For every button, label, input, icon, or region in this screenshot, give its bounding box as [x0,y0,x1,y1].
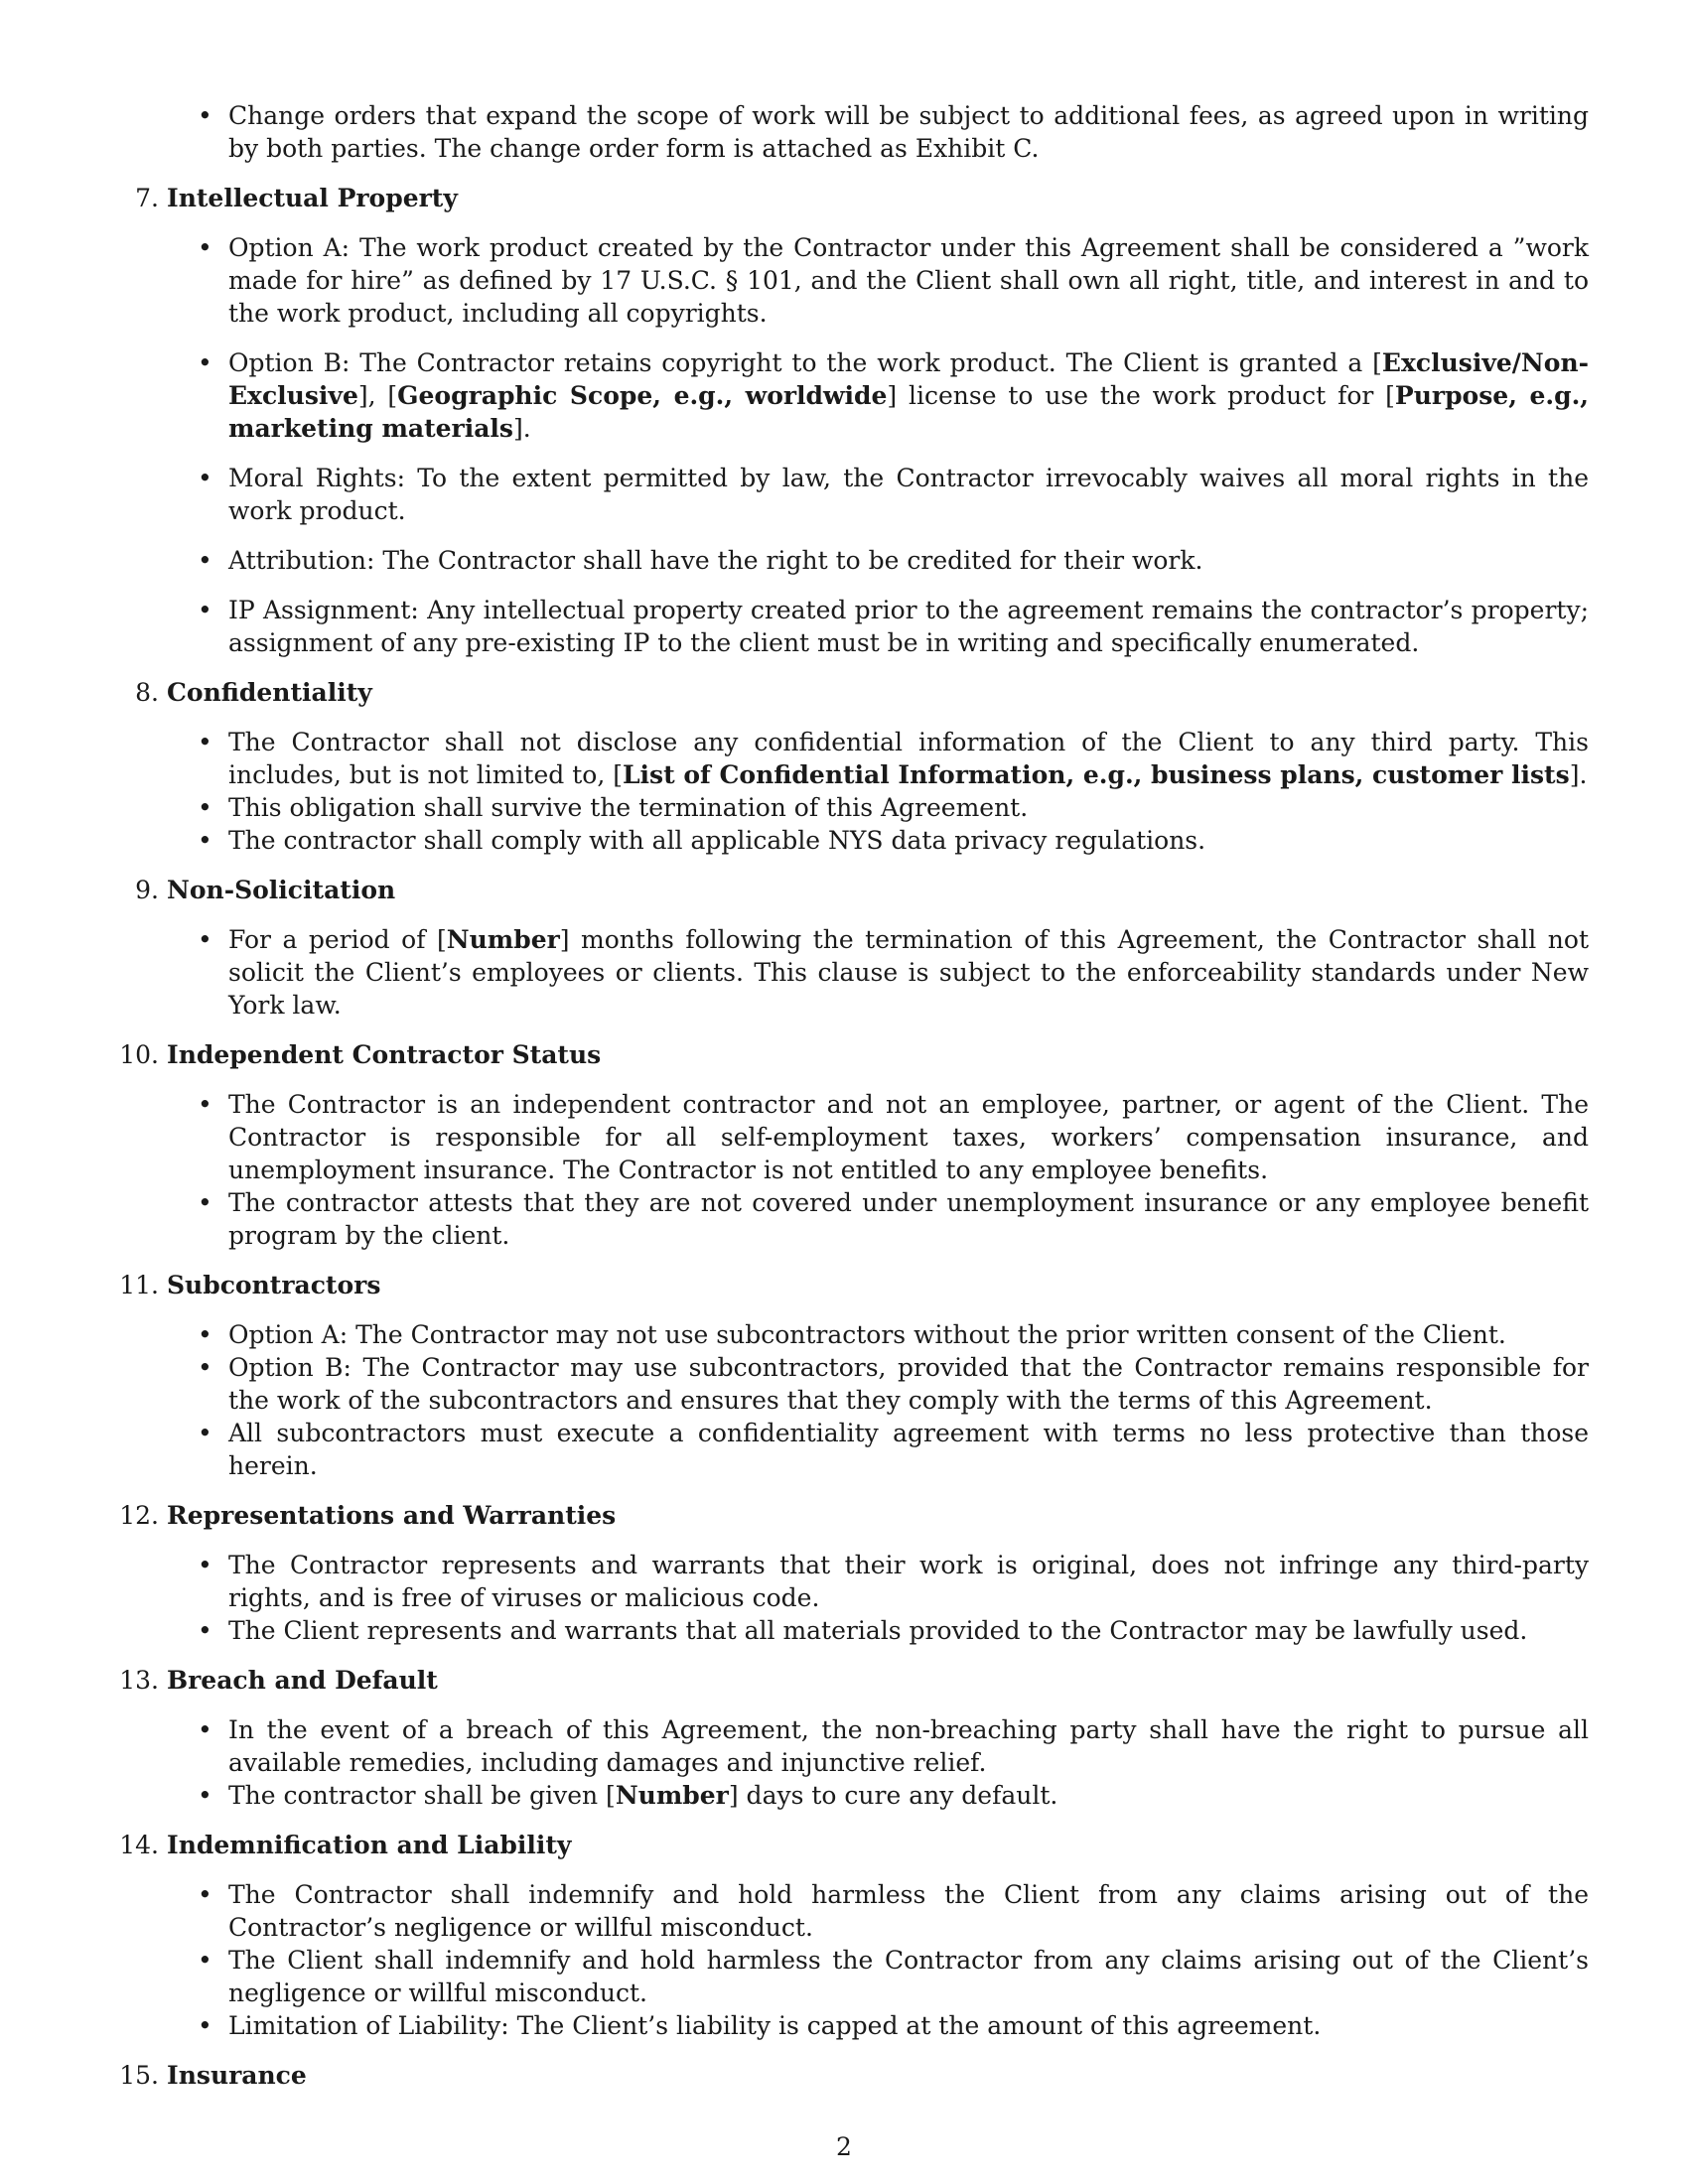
text-run: Option A: The work product created by the Contractor under this Agreement shall be considered a ”work made for hire” as defined by 17 U.S.C. § 101, and the Client shall own all right, title, and interest in and to the work product, including all copyrights. [228,233,1589,328]
text-run: ]. [513,414,531,443]
text-run: ] months following the termination of this Agreement, the Contractor shall not solicit the Client’s employees or clients. This clause is subject to the enforceability standards under New York law. [228,925,1589,1020]
text-run: Moral Rights: To the extent permitted by law, the Contractor irrevocably waives all moral rights in the work product. [228,464,1589,525]
section-number: 10. [119,1040,159,1069]
placeholder-field: Purpose, e.g., marketing materials [228,381,1590,443]
section-number: 15. [119,2061,159,2090]
section-heading [119,2059,1589,2092]
text-run: The Client shall indemnify and hold harmless the Contractor from any claims arising out of the Client’s negligence or willful misconduct. [228,1946,1589,2007]
text-run: ]. [1569,760,1588,789]
section-title: Confidentiality [167,678,372,707]
text-run: Attribution: The Contractor shall have the right to be credited for their work. [228,546,1203,575]
text-run: The Contractor represents and warrants that their work is original, does not infringe any third-party rights, and is free of viruses or malicious code. [228,1551,1589,1612]
text-run: The Contractor shall indemnify and hold harmless the Client from any claims arising out of the Contractor’s negligence or willful misconduct. [228,1880,1589,1942]
section-bullet-list [167,1318,1589,1482]
list-item [167,1351,1589,1417]
placeholder-field: Geographic Scope, e.g., worldwide [397,381,888,410]
sections-container [119,182,1590,2092]
section-title: Representations and Warranties [167,1501,617,1530]
section-bullet-list [167,726,1589,857]
text-run: ] days to cure any default. [728,1781,1058,1810]
list-item [167,1944,1589,2009]
text-run: Option B: The Contractor may use subcontractors, provided that the Contractor remains responsible for the work of the subcontractors and ensures that they comply with the terms of this Agreement. [228,1353,1589,1415]
list-item [167,1186,1589,1252]
list-item [167,726,1589,791]
section-title: Breach and Default [167,1666,438,1695]
section-heading [135,676,1589,709]
text-run: Option A: The Contractor may not use subcontractors without the prior written consent of the Client. [228,1320,1506,1349]
text-run: All subcontractors must execute a confidentiality agreement with terms no less protective than those herein. [228,1419,1589,1480]
text-run: Option B: The Contractor retains copyright to the work product. The Client is granted a [ [228,348,1382,377]
text-run: The contractor shall comply with all applicable NYS data privacy regulations. [228,826,1206,855]
section-non-solicitation [135,874,1589,1022]
section-number: 14. [119,1831,159,1859]
section-bullet-list [167,1088,1589,1252]
list-item [167,923,1589,1022]
list-item [167,1614,1589,1647]
text-run: The contractor attests that they are not covered under unemployment insurance or any employee benefit program by the client. [228,1188,1589,1250]
section-confidentiality [135,676,1589,857]
section-intellectual-property [135,182,1590,659]
list-item [167,544,1589,577]
list-item [167,1417,1589,1482]
section-subcontractors [119,1269,1589,1482]
section-title: Insurance [167,2061,307,2090]
list-item [167,462,1589,527]
section-insurance [119,2059,1589,2092]
list-item [167,1088,1589,1186]
list-item [167,1549,1589,1614]
section-heading [119,1269,1589,1301]
preface-list [167,99,1589,165]
section-heading [119,1038,1589,1071]
section-heading [119,1664,1589,1697]
text-run: IP Assignment: Any intellectual property created prior to the agreement remains the contractor’s property; assignment of any pre-existing IP to the client must be in writing and specifically enumerated. [228,596,1589,657]
section-title: Indemnification and Liability [167,1831,572,1859]
text-run: In the event of a breach of this Agreement, the non-breaching party shall have the right to pursue all available remedies, including damages and injunctive relief. [228,1715,1589,1777]
text-run: This obligation shall survive the termination of this Agreement. [228,793,1029,822]
section-number: 13. [119,1666,159,1695]
section-bullet-list [167,1713,1589,1812]
list-item [167,824,1589,857]
text-run: The Client represents and warrants that all materials provided to the Contractor may be lawfully used. [228,1616,1528,1645]
section-bullet-list [167,231,1589,659]
section-number: 8. [135,678,159,707]
list-item [167,791,1589,824]
text-run: The contractor shall be given [ [228,1781,616,1810]
list-item [167,2009,1589,2042]
page-number: 2 [836,2132,852,2161]
list-item: • Change orders that expand the scope of work will be subject to additional fees, as agreed upon in writing by both parties. The change order form is attached as Exhibit C. [167,99,1589,165]
section-heading [135,182,1589,214]
text-run: The Contractor shall not disclose any confidential information of the Client to any third party. This includes, but is not limited to, [ [228,728,1589,789]
list-item [167,231,1589,330]
section-bullet-list [167,1878,1589,2042]
text-run: For a period of [ [228,925,447,954]
section-number: 11. [119,1271,159,1299]
list-item [167,1779,1589,1812]
section-independent-contractor-status [119,1038,1589,1252]
section-bullet-list [167,923,1589,1022]
list-item [167,1878,1589,1944]
section-title: Subcontractors [167,1271,381,1299]
placeholder-field: List of Confidential Information, e.g., business plans, customer lists [622,760,1570,789]
section-title: Intellectual Property [167,184,458,212]
text-run: The Contractor is an independent contractor and not an employee, partner, or agent of the Client. The Contractor is responsible for all self-employment taxes, workers’ compensation insurance, and unemployment insurance. The Contractor is not entitled to any employee benefits. [228,1090,1589,1184]
section-heading [135,874,1589,906]
placeholder-field: Number [615,1781,729,1810]
placeholder-field: Exclusive/Non-Exclusive [228,348,1589,410]
section-heading [119,1499,1589,1532]
text-run: ], [ [357,381,398,410]
text-run: ] license to use the work product for [ [887,381,1395,410]
document-body [119,99,1590,2109]
list-item [167,594,1589,659]
section-title: Independent Contractor Status [167,1040,602,1069]
section-representations-and-warranties [119,1499,1589,1647]
section-number: 9. [135,876,159,904]
section-number: 7. [135,184,159,212]
list-item [167,346,1589,445]
section-breach-and-default [119,1664,1589,1812]
placeholder-field: Number [446,925,560,954]
list-item [167,1318,1589,1351]
section-bullet-list [167,1549,1589,1647]
section-number: 12. [119,1501,159,1530]
list-item [167,1713,1589,1779]
text-run: Limitation of Liability: The Client’s liability is capped at the amount of this agreement. [228,2011,1322,2040]
section-heading [119,1829,1589,1861]
section-title: Non-Solicitation [167,876,396,904]
section-indemnification-and-liability [119,1829,1589,2042]
